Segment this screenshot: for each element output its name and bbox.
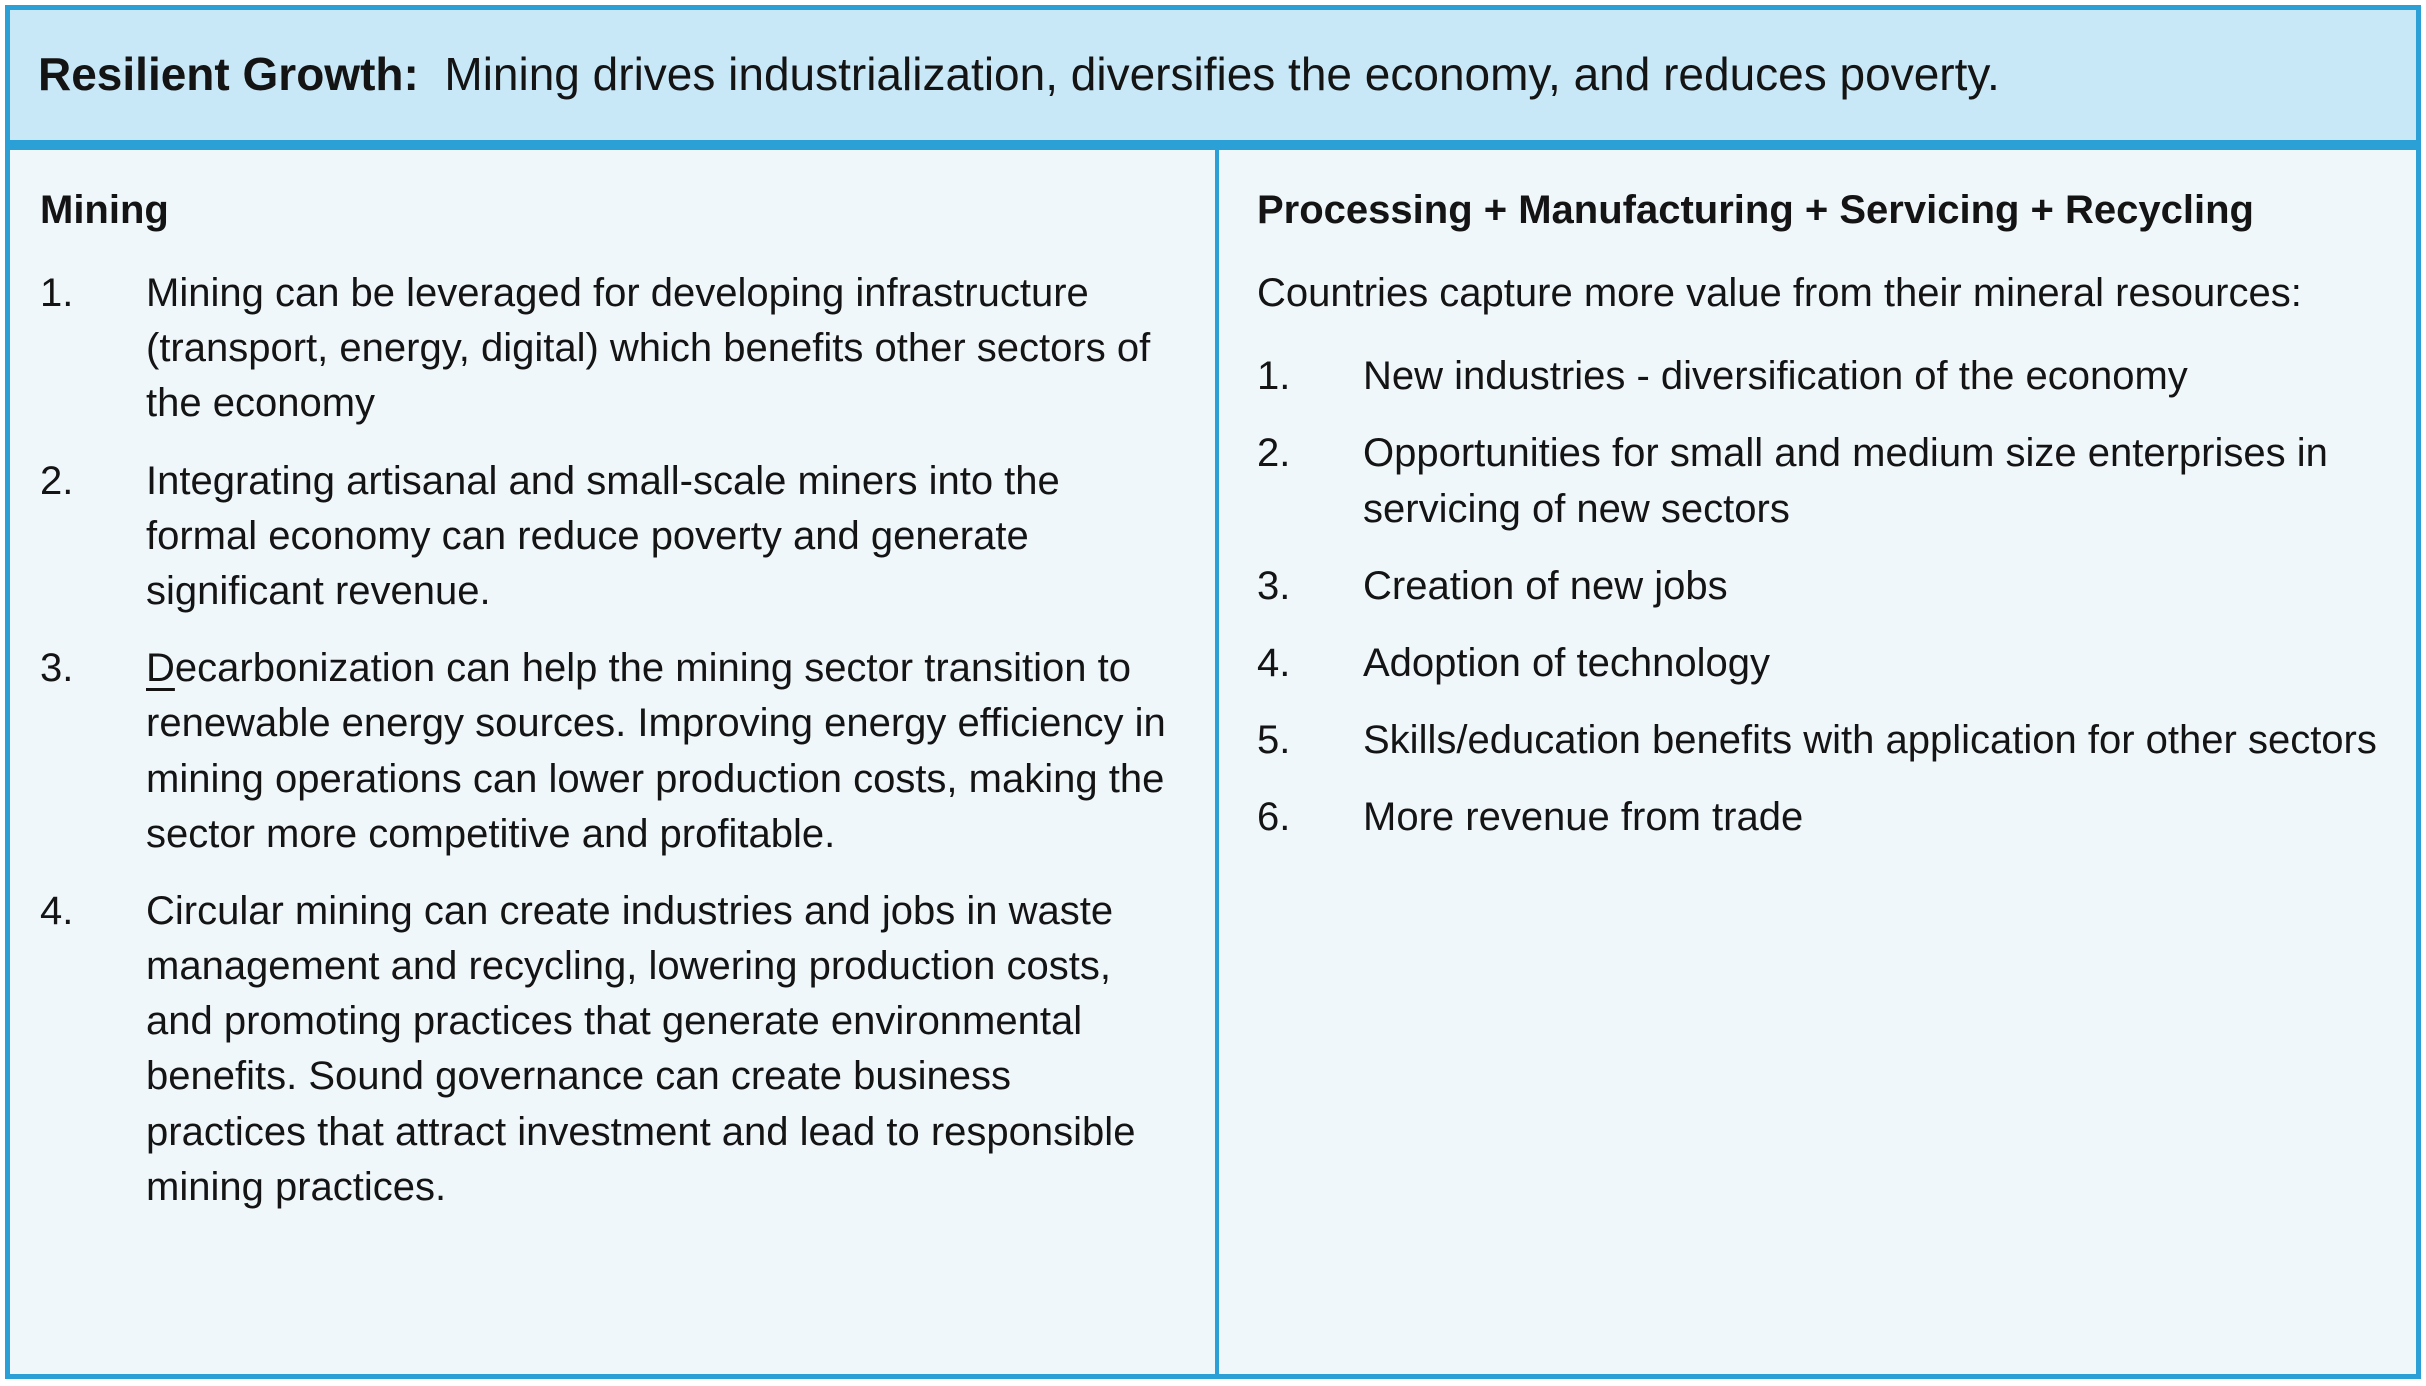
list-item-number: 3. bbox=[40, 646, 74, 691]
list-item-text: Mining can be leveraged for developing infrastructure (transport, energy, digital) which benefits other sectors of the economy bbox=[146, 271, 1151, 426]
list-item bbox=[1257, 790, 2382, 845]
list-item-text: Adoption of technology bbox=[1363, 640, 1770, 685]
list-item-number: 5. bbox=[1257, 718, 1291, 763]
content-panel bbox=[5, 145, 2421, 1379]
list-item bbox=[1257, 349, 2382, 404]
list-item-text: Skills/education benefits with application for other sectors bbox=[1363, 718, 2377, 763]
list-item-number: 4. bbox=[40, 888, 74, 933]
list-item-number: 2. bbox=[1257, 431, 1291, 476]
list-item bbox=[40, 884, 1171, 1215]
list-item bbox=[1257, 559, 2382, 614]
title-banner bbox=[5, 5, 2421, 145]
list-item bbox=[1257, 636, 2382, 691]
processing-column bbox=[1219, 150, 2416, 1374]
list-item bbox=[1257, 426, 2382, 536]
processing-intro: Countries capture more value from their mineral resources: bbox=[1257, 271, 2302, 315]
list-item bbox=[1257, 713, 2382, 768]
mining-column bbox=[10, 150, 1219, 1374]
underlined-letter: D bbox=[146, 646, 175, 691]
list-item-number: 6. bbox=[1257, 795, 1291, 840]
list-item-text bbox=[146, 641, 1171, 862]
list-item bbox=[40, 641, 1171, 862]
list-item-number: 4. bbox=[1257, 640, 1291, 685]
list-item-text: Integrating artisanal and small-scale miners into the formal economy can reduce poverty and generate significant revenue. bbox=[146, 458, 1060, 613]
list-item-text: New industries - diversification of the economy bbox=[1363, 354, 2188, 399]
list-item-number: 1. bbox=[40, 271, 74, 315]
mining-heading: Mining bbox=[40, 188, 169, 232]
list-item-text: Opportunities for small and medium size enterprises in servicing of new sectors bbox=[1363, 431, 2328, 531]
list-item-text-rest: ecarbonization can help the mining sector transition to renewable energy sources. Improving energy efficiency in mining operations can lower production costs, making the sector more competitive and profitable. bbox=[146, 646, 1166, 856]
banner-title-rest: Mining drives industrialization, diversifies the economy, and reduces poverty. bbox=[418, 48, 2000, 101]
list-item bbox=[40, 266, 1171, 432]
processing-heading: Processing + Manufacturing + Servicing + Recycling bbox=[1257, 188, 2254, 232]
list-item-text: More revenue from trade bbox=[1363, 795, 1804, 840]
list-item-text: Creation of new jobs bbox=[1363, 563, 1728, 608]
list-item-number: 2. bbox=[40, 458, 74, 503]
banner-title-bold: Resilient Growth: bbox=[38, 48, 419, 101]
list-item-text: Circular mining can create industries and jobs in waste management and recycling, lowering production costs, and promoting practices that generate environmental benefits. Sound governance can create business practices that attract investment and lead to responsible mining practices. bbox=[146, 888, 1136, 1209]
list-item-number: 1. bbox=[1257, 354, 1291, 399]
list-item bbox=[40, 454, 1171, 620]
list-item-number: 3. bbox=[1257, 563, 1291, 608]
